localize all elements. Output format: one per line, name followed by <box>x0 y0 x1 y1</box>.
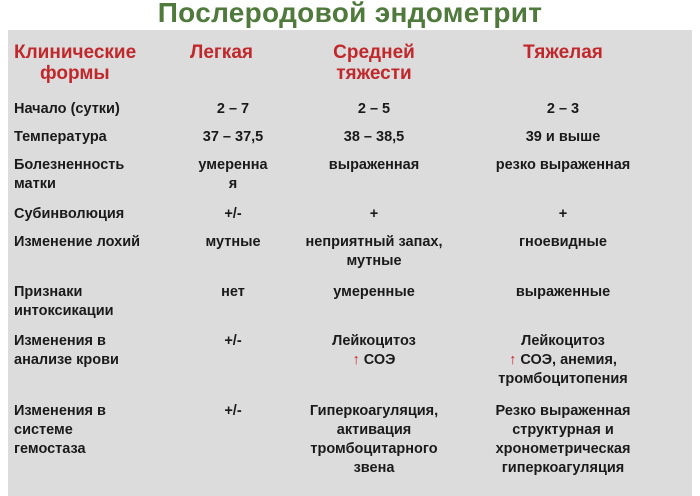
row-hemostasis-label-line: системе <box>14 422 73 438</box>
row-temperature-mild <box>178 128 288 147</box>
row-lochia-moderate-line: неприятный запах, <box>305 234 443 250</box>
row-subinvolution-moderate <box>288 205 460 224</box>
row-onset-mild <box>178 100 288 119</box>
row-hemostasis-severe-line: гиперкоагуляция <box>501 460 625 476</box>
row-lochia-label-line: Изменение лохий <box>14 234 141 250</box>
row-blood-mild <box>178 332 288 351</box>
row-blood-moderate-esr <box>288 351 460 370</box>
row-tenderness-moderate <box>288 156 460 175</box>
row-tenderness-severe-line: резко выраженная <box>495 157 631 173</box>
header-moderate <box>288 42 460 84</box>
row-hemostasis-severe-line: структурная и <box>512 422 614 438</box>
row-subinvolution-label <box>14 205 184 224</box>
row-intoxication-mild-line: нет <box>221 284 245 300</box>
header-clinical-forms-line2: формы <box>40 63 110 84</box>
row-lochia-label <box>14 233 184 252</box>
row-intoxication-severe-line: выраженные <box>515 284 611 300</box>
row-temperature-label <box>14 128 184 147</box>
row-hemostasis-moderate-line: звена <box>353 460 395 476</box>
row-blood-moderate-line: Лейкоцитоз <box>332 333 416 349</box>
row-subinvolution-mild <box>178 205 288 224</box>
row-temperature-label-line: Температура <box>14 129 107 145</box>
row-hemostasis-moderate-line: тромбоцитарного <box>310 441 438 457</box>
row-onset-severe <box>470 100 656 119</box>
row-hemostasis-label <box>14 402 184 459</box>
row-onset-moderate-line: 2 – 5 <box>357 101 391 117</box>
row-hemostasis-severe-line: хронометрическая <box>495 441 631 457</box>
row-tenderness-mild-line: умеренна <box>198 157 268 173</box>
row-intoxication-mild <box>178 283 288 302</box>
row-tenderness-mild <box>178 156 288 194</box>
row-blood-severe-esr <box>470 351 656 370</box>
row-hemostasis-mild <box>178 402 288 421</box>
row-tenderness-label-line: матки <box>14 176 56 192</box>
row-onset-severe-line: 2 – 3 <box>546 101 580 117</box>
header-severe: Тяжелая <box>523 42 603 63</box>
row-intoxication-label <box>14 283 184 321</box>
row-tenderness-moderate-line: выраженная <box>328 157 420 173</box>
row-blood-label-line: анализе крови <box>14 352 119 368</box>
arrow-up-icon: ↑ <box>352 352 360 368</box>
row-temperature-severe-line: 39 и выше <box>525 129 601 145</box>
row-blood-severe-line: Лейкоцитоз <box>521 333 605 349</box>
row-intoxication-label-line: интоксикации <box>14 303 114 319</box>
row-onset-moderate <box>288 100 460 119</box>
row-blood-moderate <box>288 332 460 370</box>
row-intoxication-severe <box>470 283 656 302</box>
row-temperature-moderate-line: 38 – 38,5 <box>343 129 405 145</box>
header-mild: Легкая <box>190 42 253 63</box>
header-moderate-line1: Средней <box>333 42 415 63</box>
row-subinvolution-label-line: Субинволюция <box>14 206 125 222</box>
row-temperature-severe <box>470 128 656 147</box>
header-clinical-forms-line1: Клинические <box>14 42 137 63</box>
row-lochia-mild <box>178 233 288 252</box>
row-hemostasis-moderate-line: активация <box>336 422 412 438</box>
row-tenderness-label-line: Болезненность <box>14 157 125 173</box>
row-hemostasis-label-line: гемостаза <box>14 441 86 457</box>
row-subinvolution-severe <box>470 205 656 224</box>
row-tenderness-label <box>14 156 184 194</box>
page-title: Послеродовой эндометрит <box>157 0 543 28</box>
row-onset-mild-line: 2 – 7 <box>216 101 250 117</box>
row-hemostasis-severe-line: Резко выраженная <box>495 403 631 419</box>
row-intoxication-label-line: Признаки <box>14 284 83 300</box>
row-blood-severe <box>470 332 656 389</box>
row-intoxication-moderate <box>288 283 460 302</box>
row-blood-mild-line: +/- <box>224 333 242 349</box>
row-lochia-mild-line: мутные <box>205 234 261 250</box>
row-temperature-moderate <box>288 128 460 147</box>
row-blood-label <box>14 332 184 370</box>
row-blood-label-line: Изменения в <box>14 333 106 349</box>
row-lochia-moderate-line: мутные <box>346 253 402 269</box>
row-subinvolution-severe-line: + <box>558 206 568 222</box>
row-intoxication-moderate-line: умеренные <box>333 284 415 300</box>
row-hemostasis-mild-line: +/- <box>224 403 242 419</box>
row-blood-severe-line: тромбоцитопения <box>498 371 628 387</box>
row-onset-label <box>14 100 184 119</box>
row-temperature-mild-line: 37 – 37,5 <box>202 129 264 145</box>
row-subinvolution-mild-line: +/- <box>224 206 242 222</box>
row-hemostasis-label-line: Изменения в <box>14 403 106 419</box>
row-blood-severe-line: СОЭ, анемия, <box>520 352 617 368</box>
header-clinical-forms <box>14 42 184 84</box>
row-lochia-moderate <box>288 233 460 271</box>
row-subinvolution-moderate-line: + <box>369 206 379 222</box>
row-hemostasis-moderate-line: Гиперкоагуляция, <box>309 403 439 419</box>
arrow-up-icon: ↑ <box>509 352 517 368</box>
header-moderate-line2: тяжести <box>336 63 412 84</box>
row-onset-label-line: Начало (сутки) <box>14 101 120 117</box>
row-hemostasis-moderate <box>288 402 460 478</box>
symptom-table <box>8 30 692 496</box>
row-hemostasis-severe <box>470 402 656 478</box>
row-tenderness-mild-line: я <box>228 176 238 192</box>
row-lochia-severe-line: гноевидные <box>519 234 607 250</box>
row-tenderness-severe <box>470 156 656 175</box>
row-blood-moderate-line: СОЭ <box>363 352 396 368</box>
row-lochia-severe <box>470 233 656 252</box>
